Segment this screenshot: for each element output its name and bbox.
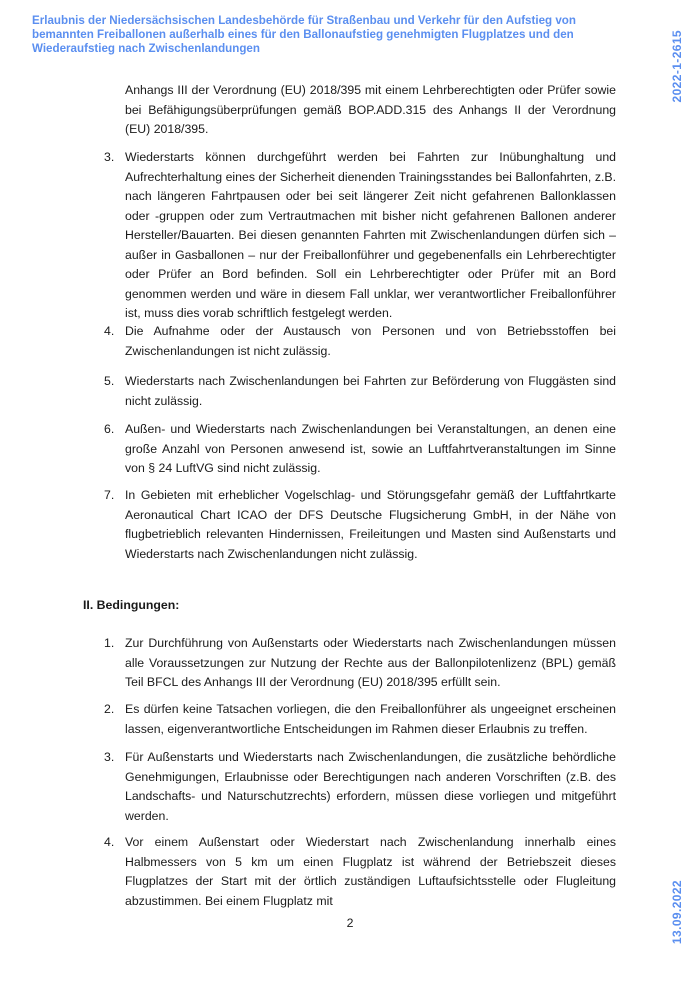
list-item-text: Vor einem Außenstart oder Wiederstart nach Zwischenlandung innerhalb eines Halbmessers von 5 km um einen Flugplatz ist während der Betriebszeit dieses Flugplatzes der Start mit der örtlich zuständigen Luftaufsichtsstelle oder Flugleitung abzustimmen. Bei einem Flugplatz mit — [125, 835, 616, 908]
list-item — [104, 372, 616, 411]
document-header: Erlaubnis der Niedersächsischen Landesbehörde für Straßenbau und Verkehr für den Aufstieg von bemannten Freiballonen außerhalb eines für den Ballonaufstieg genehmigten Flugplatzes und den Wiederaufstieg nach Zwischenlandungen — [32, 14, 576, 55]
list-item — [104, 634, 616, 693]
list-item-text: Zur Durchführung von Außenstarts oder Wiederstarts nach Zwischenlandungen müssen alle Voraussetzungen zur Nutzung der Rechte aus der Ballonpilotenlizenz (BPL) gemäß Teil BFCL des Anhangs III der Verordnung (EU) 2018/395 erfüllt sein. — [125, 636, 616, 689]
list-item-text: Wiederstarts können durchgeführt werden bei Fahrten zur Inübunghaltung und Aufrechterhaltung eines der Sicherheit dienenden Trainingsstandes bei Ballonfahrten, z.B. nach längeren Fahrtpausen oder bei seit längerer Zeit nicht gefahrenen Ballonklassen oder -gruppen oder zum Vertrautmachen mit bisher nicht gefahrenen Ballonen anderer Hersteller/Bauarten. Bei diesen genannten Fahrten mit Zwischenlandungen dürfen sich – außer in Gasballonen – nur der Freiballonführer und gegebenenfalls ein Lehrberechtigter oder Prüfer an Bord befinden. Soll ein Lehrberechtigter oder Prüfer mit an Bord genommen werden und wäre in diesem Fall unklar, wer verantwortlicher Freiballonführer ist, muss dies vorab schriftlich festgelegt werden. — [125, 150, 616, 320]
list-item-number: 7. — [104, 488, 115, 502]
list-item — [104, 700, 616, 739]
list-item — [104, 748, 616, 826]
list-item-number: 1. — [104, 636, 115, 650]
list-item — [104, 420, 616, 479]
list-item-number: 4. — [104, 835, 115, 849]
list-item-number: 3. — [104, 750, 115, 764]
list-item-text: In Gebieten mit erheblicher Vogelschlag- und Störungsgefahr gemäß der Luftfahrtkarte Aeronautical Chart ICAO der DFS Deutsche Flugsicherung GmbH, in der Nähe von flugbetrieblich relevanten Hindernissen, Freileitungen und Masten sind Außenstarts und Wiederstarts nach Zwischenlandungen nicht zulässig. — [125, 488, 616, 561]
section-heading: II. Bedingungen: — [83, 598, 180, 612]
list-item-number: 5. — [104, 374, 115, 388]
list-item — [104, 322, 616, 361]
list-item-text: Wiederstarts nach Zwischenlandungen bei Fahrten zur Beförderung von Fluggästen sind nicht zulässig. — [125, 374, 616, 408]
list-item — [104, 486, 616, 564]
list-item — [104, 833, 616, 911]
continuation-paragraph: Anhangs III der Verordnung (EU) 2018/395 mit einem Lehrberechtigten oder Prüfer sowie bei Befähigungsüberprüfungen gemäß BOP.ADD.315 des Anhangs II der Verordnung (EU) 2018/395. — [125, 83, 616, 136]
list-item-text: Außen- und Wiederstarts nach Zwischenlandungen bei Veranstaltungen, an denen eine große Anzahl von Personen anwesend ist, sowie an Luftfahrtveranstaltungen im Sinne von § 24 LuftVG sind nicht zulässig. — [125, 422, 616, 475]
document-date-stamp: 13.09.2022 — [670, 880, 684, 945]
page-number: 2 — [346, 916, 354, 930]
list-item-number: 3. — [104, 150, 115, 164]
list-item-number: 4. — [104, 324, 115, 338]
list-item-text: Für Außenstarts und Wiederstarts nach Zwischenlandungen, die zusätzliche behördliche Genehmigungen, Erlaubnisse oder Berechtigungen nach anderen Vorschriften (z.B. des Landschafts- und Naturschutzrechts) erfordern, müssen diese vorliegen und mitgeführt werden. — [125, 750, 616, 823]
list-item — [104, 148, 616, 324]
list-item-number: 2. — [104, 702, 115, 716]
document-id-stamp: 2022-1-2615 — [670, 30, 684, 103]
list-item-text: Es dürfen keine Tatsachen vorliegen, die den Freiballonführer als ungeeignet erscheinen lassen, eigenverantwortliche Entscheidungen im Rahmen dieser Erlaubnis zu treffen. — [125, 702, 616, 736]
list-item-number: 6. — [104, 422, 115, 436]
list-item-text: Die Aufnahme oder der Austausch von Personen und von Betriebsstoffen bei Zwischenlandungen ist nicht zulässig. — [125, 324, 616, 358]
